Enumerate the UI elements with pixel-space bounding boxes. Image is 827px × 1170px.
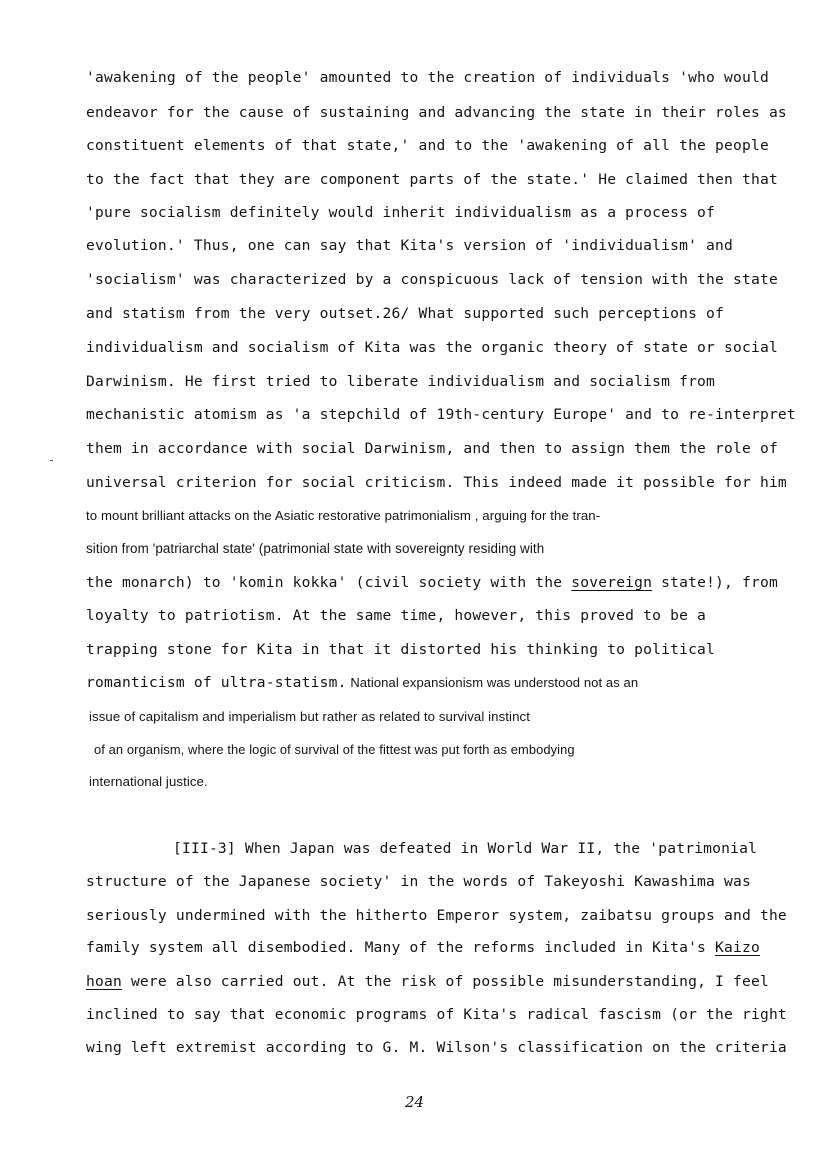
- text-line: 'pure socialism definitely would inherit individualism as a process of: [86, 204, 716, 221]
- text-line: universal criterion for social criticism. This indeed made it possible for him: [86, 474, 787, 491]
- underlined-term: Kaizo: [715, 939, 760, 956]
- underlined-term: hoan: [86, 973, 122, 990]
- text-line: to the fact that they are component parts of the state.' He claimed then that: [86, 171, 778, 188]
- text-segment: the monarch) to 'komin kokka' (civil society with the: [86, 574, 572, 591]
- text-segment: were also carried out. At the risk of possible misunderstanding, I feel: [121, 973, 769, 990]
- text-line: of an organism, where the logic of survival of the fittest was put forth as embodying: [94, 742, 575, 757]
- text-line: 'awakening of the people' amounted to the creation of individuals 'who would: [86, 69, 769, 86]
- page-number: 24: [405, 1093, 425, 1111]
- text-line: loyalty to patriotism. At the same time, however, this proved to be a: [86, 607, 707, 624]
- text-segment: state!), from: [652, 574, 778, 591]
- text-line: [86, 938, 760, 958]
- text-line: [III-3] When Japan was defeated in World War II, the 'patrimonial: [173, 840, 758, 857]
- text-line: endeavor for the cause of sustaining and advancing the state in their roles as: [86, 104, 787, 121]
- text-segment: romanticism of ultra-statism.: [86, 674, 347, 691]
- text-line: constituent elements of that state,' and to the 'awakening of all the people: [86, 137, 769, 154]
- text-line: Darwinism. He first tried to liberate individualism and socialism from: [86, 373, 716, 390]
- text-line: trapping stone for Kita in that it distorted his thinking to political: [86, 641, 716, 658]
- text-line: to mount brilliant attacks on the Asiatic restorative patrimonialism , arguing for the tran-: [86, 508, 601, 523]
- text-segment: National expansionism was understood not as an: [346, 675, 639, 690]
- text-line: individualism and socialism of Kita was the organic theory of state or social: [86, 339, 778, 356]
- text-line: 'socialism' was characterized by a conspicuous lack of tension with the state: [86, 271, 778, 288]
- text-line: sition from 'patriarchal state' (patrimonial state with sovereignty residing with: [86, 541, 545, 556]
- text-line: structure of the Japanese society' in the words of Takeyoshi Kawashima was: [86, 873, 751, 890]
- text-line: and statism from the very outset.26/ What supported such perceptions of: [86, 305, 725, 322]
- text-line: evolution.' Thus, one can say that Kita's version of 'individualism' and: [86, 237, 734, 254]
- text-segment: family system all disembodied. Many of the reforms included in Kita's: [86, 939, 716, 956]
- underlined-term: sovereign: [571, 574, 653, 591]
- text-line: [86, 972, 769, 992]
- margin-mark: [50, 460, 53, 461]
- text-line: seriously undermined with the hitherto Emperor system, zaibatsu groups and the: [86, 907, 787, 924]
- text-line: wing left extremist according to G. M. Wilson's classification on the criteria: [86, 1039, 787, 1056]
- text-line: them in accordance with social Darwinism, and then to assign them the role of: [86, 440, 778, 457]
- text-line: [86, 573, 778, 593]
- text-line: mechanistic atomism as 'a stepchild of 19th-century Europe' and to re-interpret: [86, 406, 796, 423]
- text-line: issue of capitalism and imperialism but rather as related to survival instinct: [89, 709, 530, 724]
- text-line: inclined to say that economic programs of Kita's radical fascism (or the right: [86, 1006, 787, 1023]
- text-line: international justice.: [89, 774, 208, 789]
- text-line: [86, 673, 638, 693]
